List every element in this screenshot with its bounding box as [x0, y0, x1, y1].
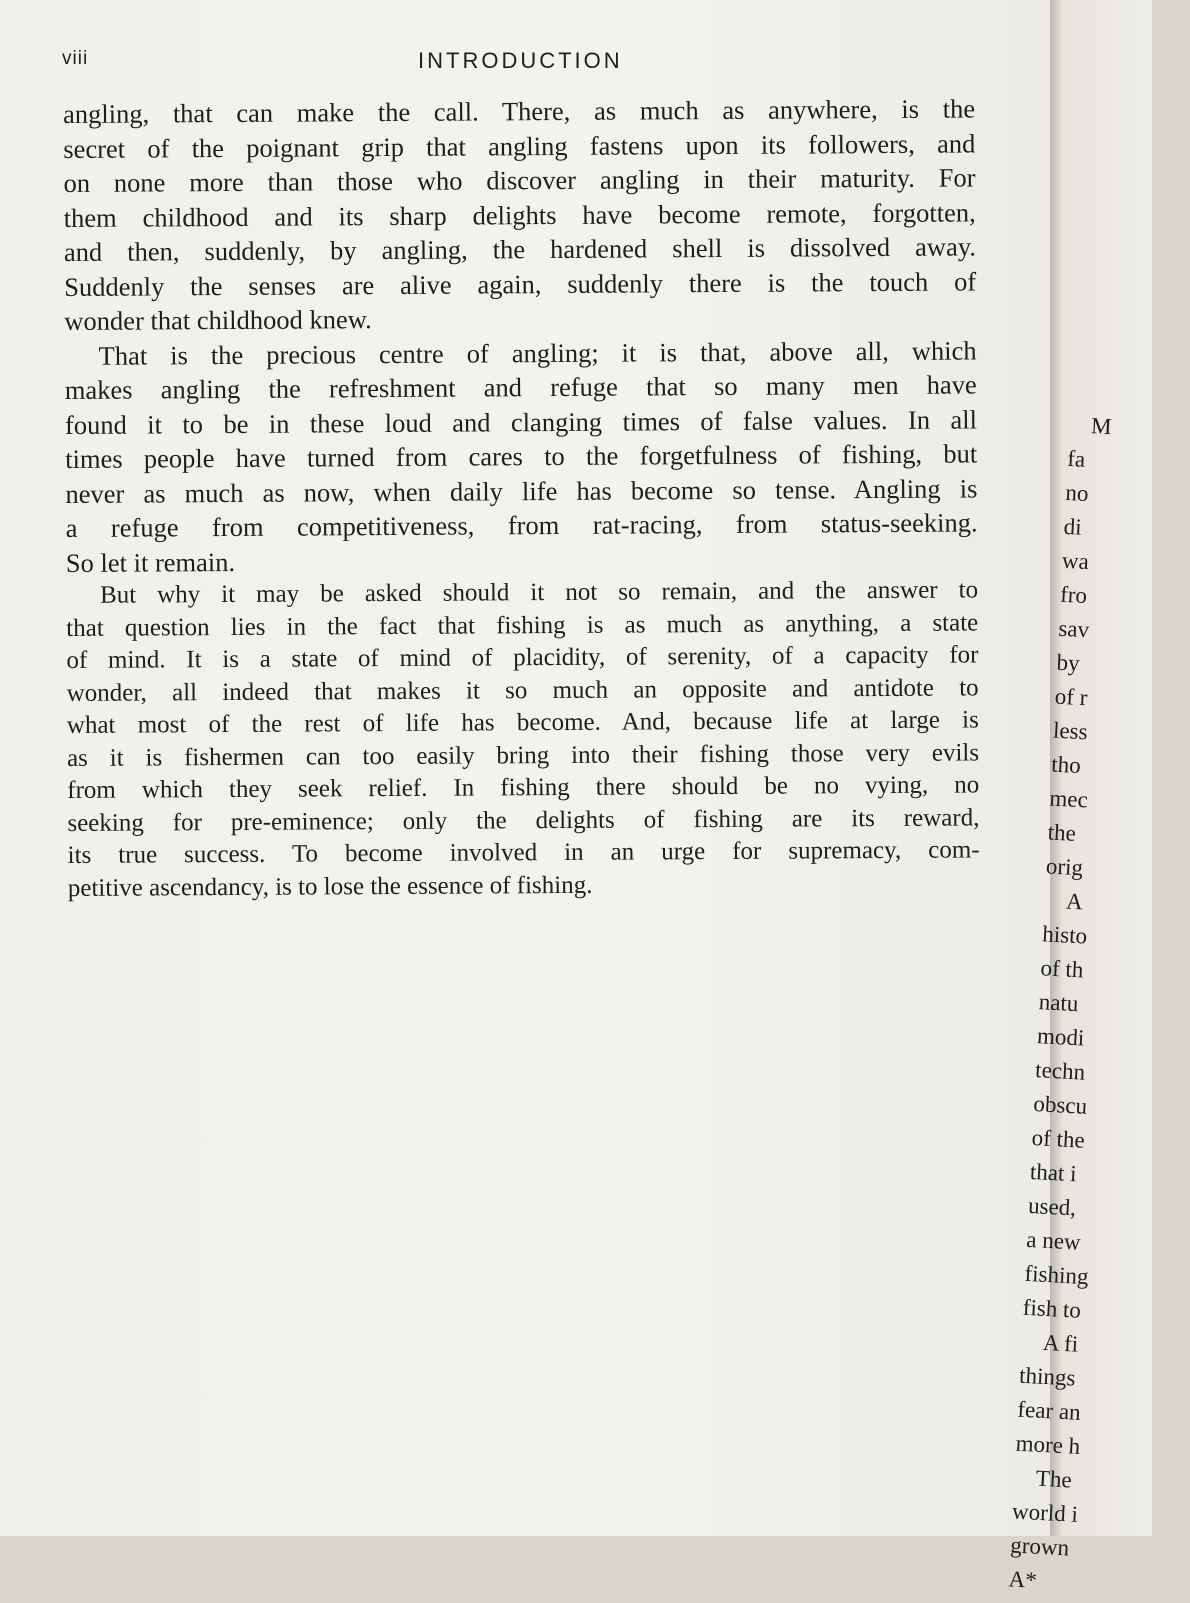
text-line: found it to be in these loud and clanging times of false values. In all: [64, 403, 978, 440]
text-fragment: wa: [1061, 547, 1090, 575]
text-line: So let it remain.: [65, 546, 236, 578]
text-line: times people have turned from cares to the forgetfulness of fishing, but: [65, 438, 978, 474]
text-fragment: grown: [1009, 1532, 1070, 1561]
text-line: its true success. To become involved in an urge for supremacy, com-: [67, 836, 980, 869]
text-fragment: A*: [1007, 1566, 1038, 1593]
text-fragment: things: [1018, 1362, 1077, 1391]
text-fragment: fish to: [1022, 1294, 1082, 1323]
text-fragment: mec: [1048, 785, 1089, 813]
text-fragment: by: [1056, 649, 1081, 676]
text-fragment: M: [1090, 413, 1113, 440]
text-line: what most of the rest of life has become. And, because life at large is: [66, 706, 979, 739]
running-title: INTRODUCTION: [418, 48, 623, 73]
text-line: petitive ascendancy, is to lose the essence of fishing.: [67, 871, 593, 902]
text-line: Suddenly the senses are alive again, suddenly there is the touch of: [64, 265, 977, 302]
text-line: angling, that can make the call. There, as much as anywhere, is the: [63, 93, 976, 129]
text-line: makes angling the refreshment and refuge that so many men have: [64, 369, 977, 405]
page-header: [62, 48, 982, 78]
text-fragment: that i: [1029, 1158, 1078, 1187]
text-fragment: fear an: [1016, 1396, 1082, 1425]
text-fragment: tho: [1050, 751, 1082, 779]
text-fragment: fro: [1059, 581, 1088, 609]
text-line: wonder that childhood knew.: [64, 304, 372, 336]
text-fragment: sav: [1057, 615, 1090, 643]
text-line: them childhood and its sharp delights have become remote, forgotten,: [63, 196, 976, 233]
text-line: But why it may be asked should it not so remain, and the answer to: [99, 576, 979, 609]
text-line: as it is fishermen can too easily bring into their fishing those very evils: [66, 738, 980, 772]
text-fragment: more h: [1015, 1430, 1081, 1459]
text-line: never as much as now, when daily life has become so tense. Angling is: [65, 472, 978, 509]
text-fragment: a new: [1025, 1226, 1082, 1255]
text-fragment: of th: [1040, 955, 1085, 983]
text-fragment: of the: [1031, 1125, 1086, 1153]
text-fragment: di: [1063, 513, 1083, 540]
body-text: [63, 91, 980, 905]
text-fragment: world i: [1011, 1498, 1079, 1527]
right-page: [1007, 0, 1152, 1593]
text-line: and then, suddenly, by angling, the hardened shell is dissolved away.: [63, 231, 977, 267]
text-fragment: fa: [1066, 445, 1086, 472]
text-line: wonder, all indeed that makes it so much an opposite and antidote to: [66, 673, 979, 707]
text-fragment: obscu: [1032, 1091, 1088, 1119]
text-fragment: the: [1047, 819, 1077, 846]
text-fragment: A fi: [1042, 1329, 1079, 1357]
text-fragment: histo: [1041, 921, 1088, 949]
text-fragment: techn: [1034, 1057, 1086, 1085]
text-line: seeking for pre-eminence; only the delights of fishing are its reward,: [67, 803, 980, 837]
text-fragment: less: [1052, 717, 1089, 745]
text-fragment: The: [1035, 1465, 1073, 1493]
text-fragment: natu: [1038, 989, 1080, 1017]
text-line: that question lies in the fact that fishing is as much as anything, a state: [66, 608, 979, 642]
text-fragment: orig: [1045, 853, 1084, 881]
text-fragment: fishing: [1023, 1260, 1090, 1290]
text-fragment: no: [1064, 479, 1090, 507]
text-fragment: used,: [1027, 1192, 1077, 1221]
text-line: of mind. It is a state of mind of placidity, of serenity, of a capacity for: [66, 641, 979, 674]
text-fragment: of r: [1054, 683, 1089, 711]
text-line: on none more than those who discover angling in their maturity. For: [63, 162, 976, 198]
page-number: viii: [62, 48, 89, 69]
text-line: a refuge from competitiveness, from rat-racing, from status-seeking.: [65, 507, 978, 543]
text-line: secret of the poignant grip that angling fastens upon its followers, and: [63, 127, 976, 164]
text-line: from which they seek relief. In fishing there should be no vying, no: [67, 771, 980, 804]
text-fragment: modi: [1036, 1023, 1085, 1051]
text-line: That is the precious centre of angling; it is that, above all, which: [98, 334, 977, 371]
text-fragment: A: [1065, 888, 1084, 915]
